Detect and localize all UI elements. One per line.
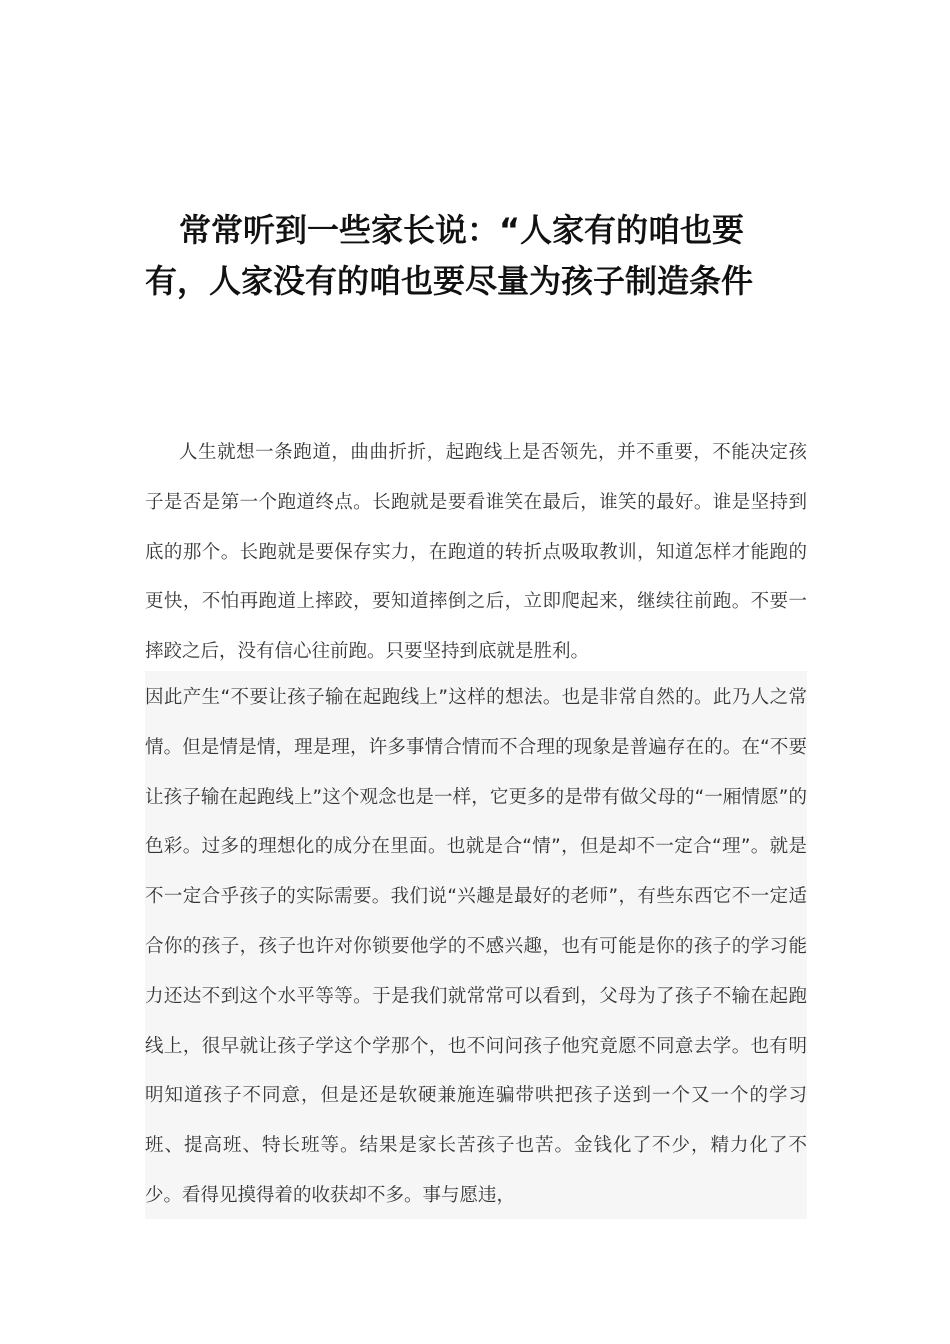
article-paragraph-2: 因此产生“不要让孩子输在起跑线上”这样的想法。也是非常自然的。此乃人之常情。但是情是情，理是理，许多事情合情而不合理的现象是普遍存在的。在“不要让孩子输在起跑线上”这个观念也是一样，它更多的是带有做父母的“一厢情愿”的色彩。过多的理想化的成分在里面。也就是合“情”，但是却不一定合“理”。就是不一定合乎孩子的实际需要。我们说“兴趣是最好的老师”，有些东西它不一定适合你的孩子，孩子也许对你锁要他学的不感兴趣，也有可能是你的孩子的学习能力还达不到这个水平等等。于是我们就常常可以看到，父母为了孩子不输在起跑线上，很早就让孩子学这个学那个，也不问问孩子他究竟愿不同意去学。也有明明知道孩子不同意，但是还是软硬兼施连骗带哄把孩子送到一个又一个的学习班、提高班、特长班等。结果是家长苦孩子也苦。金钱化了不少，精力化了不少。看得见摸得着的收获却不多。事与愿违， bbox=[145, 671, 807, 1219]
article-paragraph-1: 人生就想一条跑道，曲曲折折，起跑线上是否领先，并不重要，不能决定孩子是否是第一个跑道终点。长跑就是要看谁笑在最后，谁笑的最好。谁是坚持到底的那个。长跑就是要保存实力，在跑道的转折点吸取教训，知道怎样才能跑的更快，不怕再跑道上摔跤，要知道摔倒之后，立即爬起来，继续往前跑。不要一摔跤之后，没有信心往前跑。只要坚持到底就是胜利。 bbox=[145, 442, 807, 663]
article-title: 常常听到一些家长说：“人家有的咱也要有，人家没有的咱也要尽量为孩子制造条件 bbox=[145, 211, 754, 300]
